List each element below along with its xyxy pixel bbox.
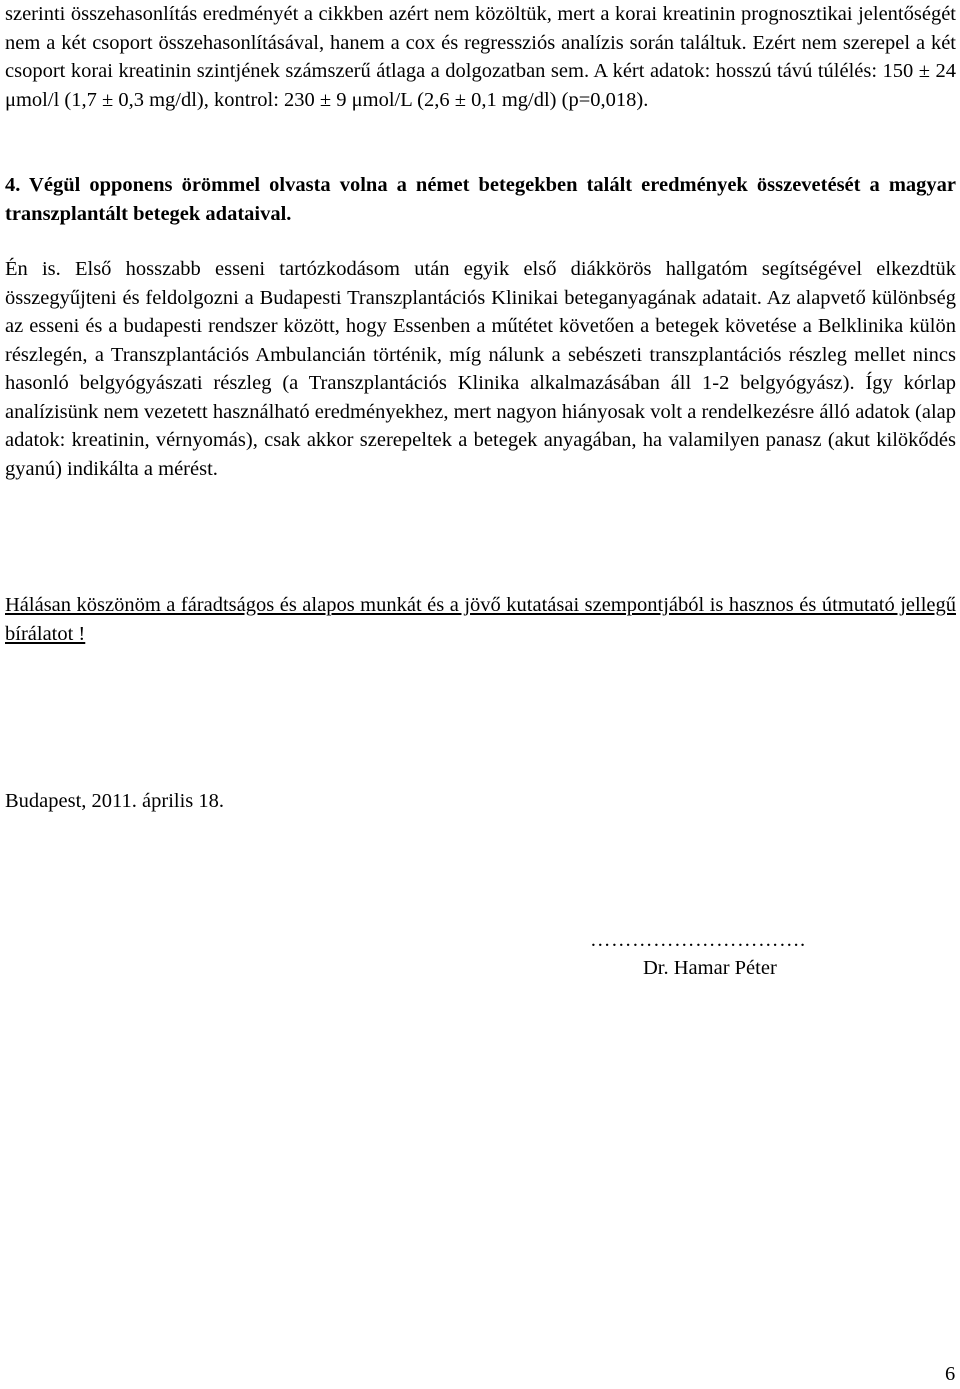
paragraph-budapest-data: Én is. Első hosszabb esseni tartózkodásom után egyik első diákkörös hallgatóm segítségével elkezdtük összegyűjteni és feldolgozni a Budapesti Transzplantációs Klinikai beteganyagának adatait. Az alapvető különbség az esseni és a budapesti rendszer között, hogy Essenben a műtétet követően a betegek követése a Belklinika külön részlegén, a Transzplantációs Ambulancián történik, míg nálunk a sebészeti transzplantációs részleg mellet nincs hasonló belgyógyászati részleg (a Transzplantációs Klinika alkalmazásában áll 1-2 belgyógyász). Így kórlap analízisünk nem vezetett használható eredményekhez, mert nagyon hiányosak volt a rendelkezésre álló adatok (alap adatok: kreatinin, vérnyomás), csak akkor szerepeltek a betegek anyagában, ha valamilyen panasz (akut kilökődés gyanú) indikálta a mérést.	[5, 258, 956, 480]
place-date: Budapest, 2011. április 18.	[5, 790, 225, 812]
paragraph-kreatinin-comparison: szerinti összehasonlítás eredményét a cikkben azért nem közöltük, mert a korai kreatinin prognosztikai jelentőségét nem a két csoport összehasonlításával, hanem a cox és regressziós analízis során találtuk. Ezért nem szerepel a két csoport korai kreatinin szintjének számszerű átlaga a dolgozatban sem. A kért adatok: hosszú távú túlélés: 150 ± 24 μmol/l (1,7 ± 0,3 mg/dl), kontrol: 230 ± 9 μmol/L (2,6 ± 0,1 mg/dl) (p=0,018).	[5, 3, 956, 111]
paragraph-thanks: Hálásan köszönöm a fáradtságos és alapos munkát és a jövő kutatásai szempontjából is hasznos és útmutató jellegű bírálatot !	[5, 594, 956, 645]
signature-name: Dr. Hamar Péter	[643, 957, 777, 979]
page-number: 6	[945, 1363, 956, 1385]
signature-line: ………………………….	[590, 929, 806, 951]
paragraph-point-4: 4. Végül opponens örömmel olvasta volna a német betegekben talált eredmények összevetését a magyar transzplantált betegek adataival.	[5, 174, 956, 225]
